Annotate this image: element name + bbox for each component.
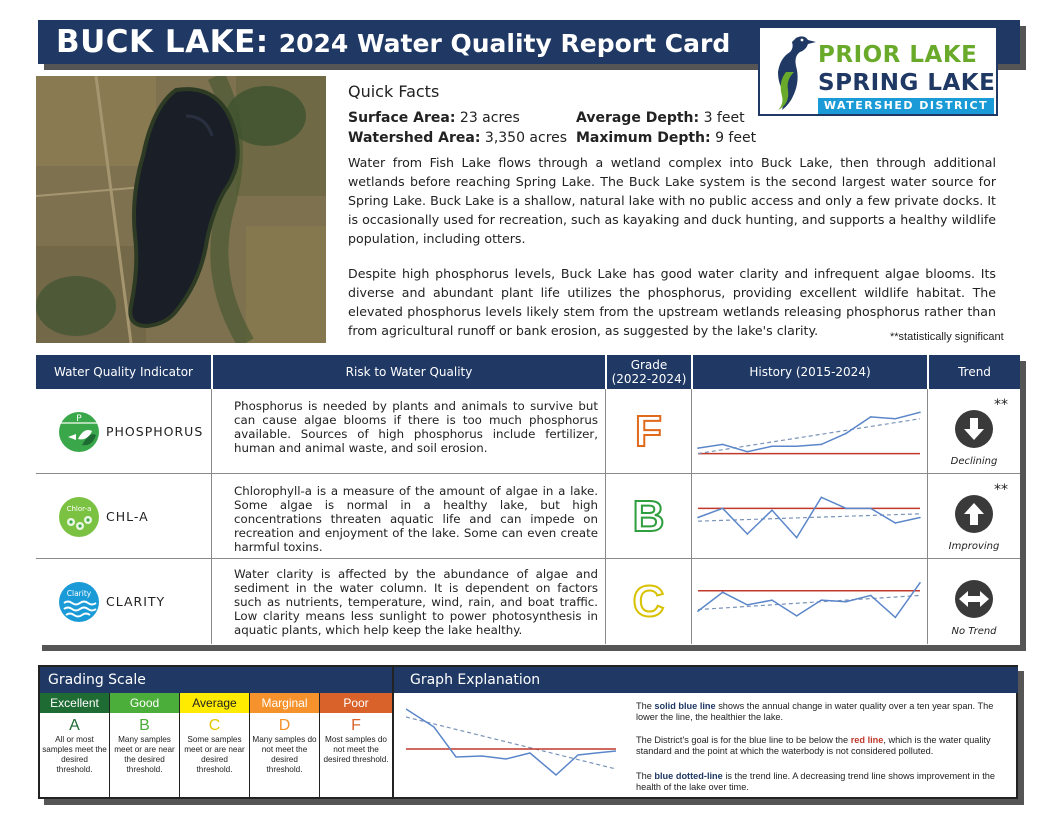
grade-letter: C — [208, 717, 221, 734]
trend-line — [698, 419, 920, 454]
header-risk: Risk to Water Quality — [213, 355, 605, 389]
indicator-name: PHOSPHORUS — [106, 424, 204, 439]
grade-average — [180, 693, 250, 797]
explanation-red-line — [636, 735, 1012, 757]
trend-cell — [928, 559, 1020, 644]
clarity-icon-label: Clarity — [66, 589, 92, 598]
history-point — [697, 447, 699, 449]
indicator-name: CLARITY — [106, 594, 166, 609]
history-chart-clarity — [692, 559, 928, 644]
aerial-lake-photo — [36, 76, 326, 343]
grade-letter: C — [632, 576, 665, 626]
grade-cell — [606, 474, 692, 559]
history-cell — [692, 559, 928, 644]
t2b: red line — [850, 735, 884, 745]
avg-depth — [576, 110, 745, 126]
risk-cell — [212, 559, 606, 644]
header-grade-line2: (2022-2024) — [611, 372, 687, 386]
heron-icon — [766, 32, 818, 114]
header-trend: Trend — [929, 355, 1020, 389]
logo-line-2: SPRING LAKE — [818, 70, 996, 96]
header-grade — [607, 355, 691, 389]
trend-label: Declining — [950, 456, 998, 467]
history-cell — [692, 474, 928, 559]
example-data-line — [406, 709, 616, 775]
table-row-clarity — [36, 559, 1020, 644]
grade-letter: F — [351, 717, 361, 734]
t3c: is the trend line. A decreasing trend line shows improvement in the health of the lake over time. — [636, 771, 995, 792]
history-point — [895, 418, 897, 420]
t3a: The — [636, 771, 655, 781]
arrow-up-icon — [954, 494, 994, 534]
history-chart-phosphorus — [692, 389, 928, 474]
history-cell — [692, 389, 928, 474]
history-point — [771, 599, 773, 601]
grade-cell — [606, 559, 692, 644]
phosphorus-icon-label: P — [76, 414, 82, 424]
quick-facts-title: Quick Facts — [348, 82, 440, 101]
trend-cell — [928, 389, 1020, 474]
header-grade-line1: Grade — [630, 358, 668, 372]
grade-letter: F — [635, 406, 662, 456]
grade-letter: D — [278, 717, 291, 734]
header-history: History (2015-2024) — [693, 355, 927, 389]
avg-depth-label: Average Depth: — [576, 110, 700, 126]
trend-cell — [928, 474, 1020, 559]
grade-desc: Some samples meet or are near desired threshold. — [184, 735, 245, 774]
explanation-solid-line — [636, 701, 1012, 723]
grade-letter: A — [69, 717, 80, 734]
history-point — [821, 444, 823, 446]
history-point — [722, 508, 724, 510]
history-line — [698, 583, 920, 618]
graph-explanation-title: Graph Explanation — [394, 667, 1018, 693]
report-title: 2024 Water Quality Report Card — [278, 29, 731, 58]
risk-text: Water clarity is affected by the abundance of algae and sediment in the water column. It is dependent on factors such as nutrients, temperature, wind, rain, and boat traffic. Low clarity means less sunlight to power photosynthesis in aquatic plants, which help keep the lake healthy. — [234, 567, 598, 637]
significance-marker: ** — [994, 397, 1008, 413]
history-point — [821, 599, 823, 601]
grade-label: Marginal — [250, 693, 319, 713]
arrow-left-right-icon — [954, 579, 994, 619]
t1b: solid blue line — [654, 701, 716, 711]
history-point — [845, 508, 847, 510]
risk-text: Chlorophyll-a is a measure of the amount of algae in a lake. Some algae is normal in a healthy lake, but high concentrations threaten aquatic life and can impede on recreation and enjoyment of the lake. Some can even create harmful toxins. — [234, 484, 598, 554]
district-logo — [758, 26, 998, 116]
grade-label: Excellent — [40, 693, 109, 713]
risk-cell — [212, 389, 606, 474]
grade-label: Good — [110, 693, 179, 713]
max-depth — [576, 130, 756, 146]
grade-letter: B — [139, 717, 150, 734]
example-graph — [406, 699, 620, 791]
history-point — [771, 509, 773, 511]
grade-desc: Most samples do not meet the desired threshold. — [323, 735, 389, 764]
history-point — [747, 533, 749, 535]
header-indicator: Water Quality Indicator — [36, 355, 211, 389]
table-row-phosphorus — [36, 389, 1020, 474]
risk-cell — [212, 474, 606, 559]
grade-excellent — [40, 693, 110, 797]
indicator-cell — [36, 559, 212, 644]
history-point — [870, 416, 872, 418]
grade-poor — [320, 693, 392, 797]
explanation-dotted-line — [636, 771, 1012, 793]
history-point — [796, 615, 798, 617]
chlorophyll-icon — [58, 496, 100, 538]
quick-facts-row-2 — [348, 130, 757, 146]
history-point — [796, 445, 798, 447]
history-point — [845, 601, 847, 603]
history-line — [698, 497, 920, 537]
risk-text: Phosphorus is needed by plants and animals to survive but can cause algae blooms if there is too much phosphorus available. Sources of high phosphorus include fertilizer, human and animal waste, and soil erosion. — [234, 399, 598, 455]
history-point — [845, 433, 847, 435]
history-point — [895, 617, 897, 619]
t2a: The District's goal is for the blue line to be below the — [636, 735, 851, 745]
history-point — [722, 591, 724, 593]
history-point — [919, 582, 921, 584]
grade-letter: B — [632, 491, 665, 541]
trend-label: No Trend — [951, 626, 997, 637]
grade-label: Average — [180, 693, 249, 713]
clarity-icon — [58, 581, 100, 623]
grade-label: Poor — [320, 693, 392, 713]
history-point — [919, 517, 921, 519]
t3b: blue dotted-line — [654, 771, 723, 781]
legend-panel — [38, 665, 1018, 799]
history-point — [747, 604, 749, 606]
history-chart-chl-a — [692, 474, 928, 559]
trend-label: Improving — [948, 541, 1000, 552]
grade-desc: All or most samples meet the desired threshold. — [42, 735, 107, 774]
table-row-chl-a — [36, 474, 1020, 559]
history-point — [697, 517, 699, 519]
water-quality-table — [36, 355, 1020, 645]
description-paragraph-1: Water from Fish Lake flows through a wetland complex into Buck Lake, then through additional wetlands before reaching Spring Lake. The Buck Lake system is the second largest water source for Spring Lake. Buck Lake is a shallow, natural lake with no public access and only a few private docks. It is occasionally used for recreation, such as kayaking and duck hunting, and supports a healthy wildlife population, including otters. — [348, 155, 996, 246]
history-line — [698, 412, 920, 451]
panel-divider — [392, 667, 394, 797]
grade-desc: Many samples meet or are near the desired threshold. — [114, 735, 175, 774]
history-point — [870, 508, 872, 510]
grading-scale-title: Grading Scale — [40, 667, 392, 693]
avg-depth-value: 3 feet — [703, 110, 745, 126]
indicator-cell — [36, 389, 212, 474]
statistical-note: **statistically significant — [890, 331, 1004, 343]
logo-line-3: WATERSHED DISTRICT — [818, 98, 994, 114]
history-point — [722, 444, 724, 446]
max-depth-value: 9 feet — [715, 130, 757, 146]
arrow-down-icon — [954, 409, 994, 449]
logo-line-1: PRIOR LAKE — [818, 42, 978, 68]
significance-marker: ** — [994, 482, 1008, 498]
chlorophyll-icon-label: Chlor-a — [66, 505, 92, 513]
grade-cell — [606, 389, 692, 474]
watershed-area-label: Watershed Area: — [348, 130, 481, 146]
indicator-name: CHL-A — [106, 509, 149, 524]
history-point — [697, 610, 699, 612]
surface-area-label: Surface Area: — [348, 110, 456, 126]
surface-area-value: 23 acres — [459, 110, 520, 126]
history-point — [747, 451, 749, 453]
phosphorus-icon — [58, 411, 100, 453]
page-title — [56, 24, 730, 60]
history-point — [821, 497, 823, 499]
history-point — [919, 412, 921, 414]
history-point — [870, 595, 872, 597]
history-point — [771, 445, 773, 447]
grade-good — [110, 693, 180, 797]
t2c: , which is the water quality standard and the point at which the waterbody is not considered polluted. — [636, 735, 991, 756]
t1c: shows the annual change in water quality over a ten year span. The lower the line, the healthier the lake. — [636, 701, 994, 722]
history-point — [796, 537, 798, 539]
lake-name: BUCK LAKE: — [56, 24, 269, 60]
indicator-cell — [36, 474, 212, 559]
max-depth-label: Maximum Depth: — [576, 130, 711, 146]
description-paragraph-2: Despite high phosphorus levels, Buck Lake has good water clarity and infrequent algae blooms. Its diverse and abundant plant life utilizes the phosphorus, providing excellent wildlife habitat. The elevated phosphorus levels likely stem from the upstream wetlands releasing phosphorus rather than from agricultural runoff or bank erosion, as suggested by the lake's clarity. — [348, 266, 996, 338]
grade-marginal — [250, 693, 320, 797]
t1a: The — [636, 701, 655, 711]
example-trend-line — [406, 717, 616, 769]
history-point — [895, 522, 897, 524]
watershed-area-value: 3,350 acres — [484, 130, 568, 146]
grade-desc: Many samples do not meet the desired threshold. — [252, 735, 317, 774]
quick-facts-row-1 — [348, 110, 745, 126]
